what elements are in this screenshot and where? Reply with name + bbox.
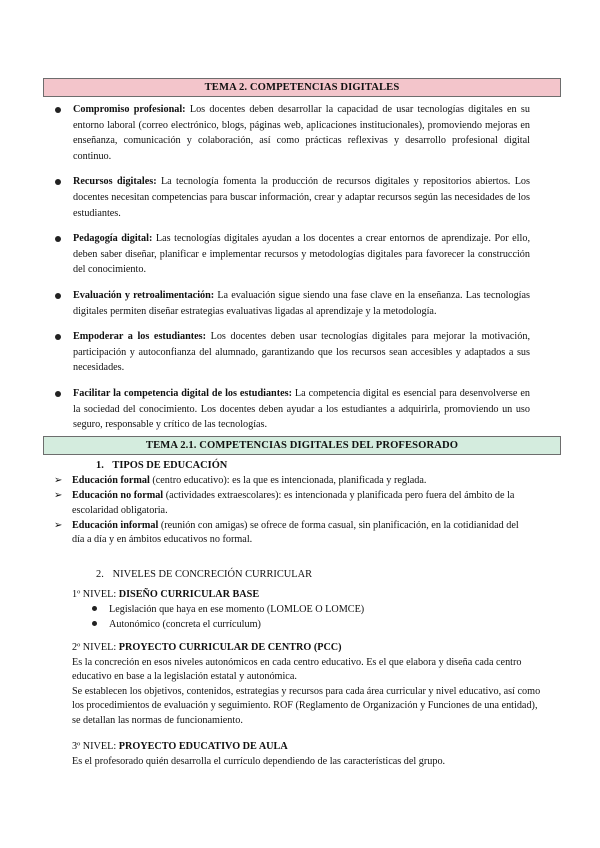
nivel-prefix: 2º NIVEL: xyxy=(72,642,119,653)
list-item xyxy=(53,329,530,376)
item-term: Facilitar la competencia digital de los estudiantes: xyxy=(73,387,292,399)
arrow-bullet-icon: ➢ xyxy=(54,475,63,486)
item-text: La competencia digital es esencial para desenvolverse en la sociedad del conocimiento. Los docentes deben ayudar a los estudiantes a adquirirla, promoviendo un uso seguro, responsable y crítico de las tecnologías. xyxy=(73,387,530,431)
nivel-prefix: 1º NIVEL: xyxy=(72,589,119,600)
item-text: (centro educativo): es la que es intencionada, planificada y reglada. xyxy=(149,475,427,486)
list-item xyxy=(53,231,530,278)
item-text: Las tecnologías digitales ayudan a los docentes a crear entornos de aprendizaje. Por ello, deben saber diseñar, planificar e implementar recursos y metodologías digitales para favorecer la construcción del conocimiento. xyxy=(73,233,530,276)
item-text: (reunión con amigas) se ofrece de forma casual, sin planificación, en la cotidianidad del día a día y en ámbitos educativos no formal. xyxy=(72,519,519,545)
item-text: La evaluación sigue siendo una fase clave en la enseñanza. Las tecnologías digitales permiten diseñar estrategias evaluativas ligadas al aprendizaje y la metodología. xyxy=(73,289,530,317)
nivel-name: DISEÑO CURRICULAR BASE xyxy=(118,589,260,600)
item-text: Los docentes deben usar tecnologías digitales para mejorar la motivación, participación y autoconfianza del alumnado, garantizando que los recursos sean accesibles y adaptados a sus necesidades. xyxy=(73,331,530,374)
niveles-heading xyxy=(96,568,312,582)
item-term: Educación no formal xyxy=(72,490,164,501)
nivel-2-paragraph-2: Se establecen los objetivos, contenidos, estrategias y recursos para cada área curricular y nivel educativo, así como los procedimientos de evaluación y seguimiento. ROF (Reglamento de Organización y Funciones de una entidad), se detallan las normas de funcionamiento. xyxy=(72,685,541,726)
bullet-icon xyxy=(92,621,97,626)
list-item xyxy=(53,174,530,221)
section-1-header: TEMA 2. COMPETENCIAS DIGITALES xyxy=(43,78,561,97)
list-item xyxy=(54,489,524,518)
competencias-list xyxy=(53,102,530,443)
bullet-icon xyxy=(55,391,61,397)
nivel-3-paragraph: Es el profesorado quién desarrolla el currículo dependiendo de las características del grupo. xyxy=(72,755,446,767)
nivel-name: PROYECTO EDUCATIVO DE AULA xyxy=(118,741,288,752)
bullet-icon xyxy=(55,179,61,185)
bullet-icon xyxy=(92,606,97,611)
item-text: La tecnología fomenta la producción de recursos digitales y repositorios abiertos. Los docentes necesitan competencias para buscar información, crear y adaptar recursos según las necesidades de los estudiantes. xyxy=(73,176,530,219)
item-term: Empoderar a los estudiantes: xyxy=(73,331,207,343)
nivel-2-paragraph-1: Es la concreción en esos niveles autonómicos en cada centro educativo. Es el que elabora y diseña cada centro educativo en base a la legislación estatal y autonómica. xyxy=(72,656,522,682)
item-term: Recursos digitales: xyxy=(73,176,157,188)
item-text: Autonómico (concreta el currículum) xyxy=(109,619,261,630)
heading-text: TIPOS DE EDUCACIÓN xyxy=(112,460,228,471)
tipos-heading xyxy=(96,459,227,473)
bullet-icon xyxy=(55,293,61,299)
list-item xyxy=(53,386,530,433)
list-item xyxy=(92,617,364,632)
item-text: Los docentes deben desarrollar la capacidad de usar tecnologías digitales en su entorno laboral (correo electrónico, blogs, páginas web, aplicaciones institucionales), promoviendo mejoras en enseñanza, comunicación y colaboración, así como prácticas reflexivas y desarrollo profesional digital continuo. xyxy=(73,104,530,162)
bullet-icon xyxy=(55,236,61,242)
tipos-list xyxy=(54,474,524,548)
item-term: Pedagogía digital: xyxy=(73,233,153,245)
item-term: Compromiso profesional: xyxy=(73,104,186,115)
list-item xyxy=(54,474,524,489)
nivel-3-heading xyxy=(72,740,542,755)
list-item xyxy=(54,519,524,548)
heading-number: 2. xyxy=(96,569,104,580)
arrow-bullet-icon: ➢ xyxy=(54,519,63,531)
nivel-name: PROYECTO CURRICULAR DE CENTRO (PCC) xyxy=(118,642,342,653)
bullet-icon xyxy=(55,334,61,340)
item-term: Evaluación y retroalimentación: xyxy=(73,289,215,301)
item-text: Legislación que haya en ese momento (LOMLOE O LOMCE) xyxy=(109,604,365,615)
section-2-header: TEMA 2.1. COMPETENCIAS DIGITALES DEL PROFESORADO xyxy=(43,436,561,455)
item-text: (actividades extraescolares): es intencionada y planificada pero fuera del ámbito de la escolaridad obligatoria. xyxy=(72,490,515,516)
list-item xyxy=(53,288,530,319)
nivel-1-heading xyxy=(72,588,542,603)
item-term: Educación formal xyxy=(72,475,150,486)
item-term: Educación informal xyxy=(72,519,159,531)
list-item xyxy=(92,602,364,617)
list-item xyxy=(53,102,530,164)
nivel-prefix: 3º NIVEL: xyxy=(72,741,119,752)
heading-text: NIVELES DE CONCRECIÓN CURRICULAR xyxy=(112,569,313,580)
heading-number: 1. xyxy=(96,460,104,471)
nivel-2-heading xyxy=(72,641,542,656)
nivel-2-block xyxy=(72,641,542,728)
nivel-3-block xyxy=(72,740,542,769)
bullet-icon xyxy=(55,107,61,113)
arrow-bullet-icon: ➢ xyxy=(54,490,63,501)
nivel-1-list xyxy=(92,602,364,632)
